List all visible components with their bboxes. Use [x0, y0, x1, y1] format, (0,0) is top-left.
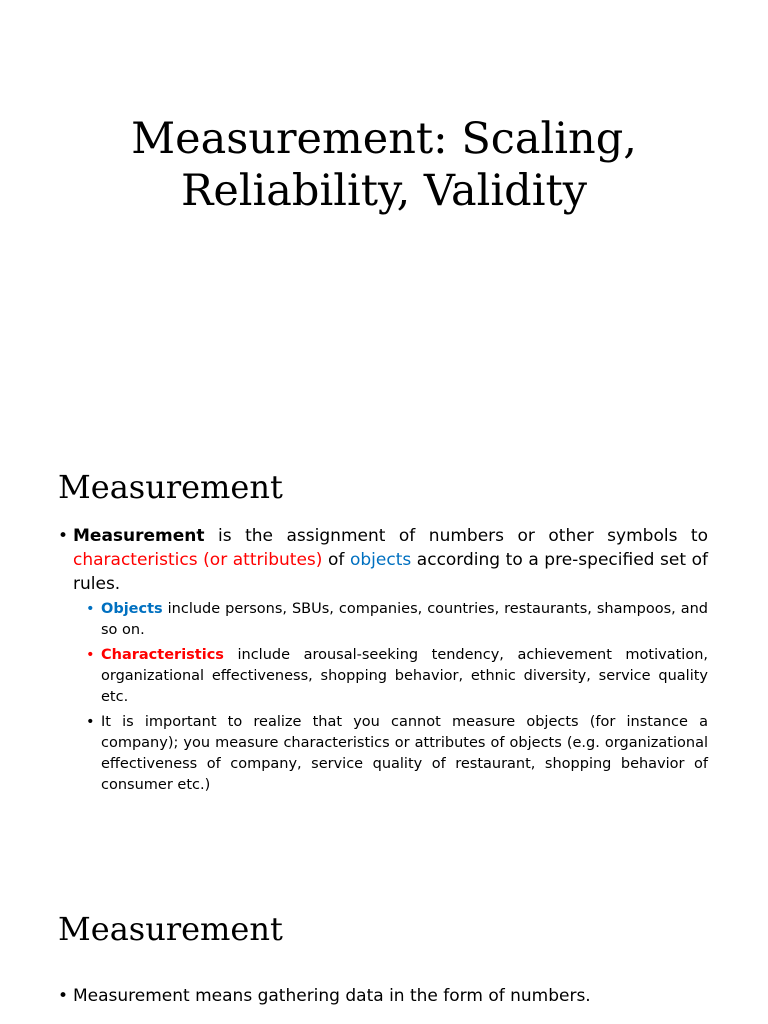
sub-bullet-text: include arousal-seeking tendency, achievement motivation, organizational effectiveness, shopping behavior, ethnic diversity, service quality etc. [101, 647, 708, 705]
bullet-text: of [322, 550, 350, 570]
definition-bullet [58, 524, 708, 596]
sub-bullet-objects [86, 599, 708, 641]
bullet-text: according to a pre-specified set of rules. [73, 550, 708, 594]
measurement-data-slide [0, 864, 768, 1024]
title-line-2: Reliability, Validity [180, 166, 588, 216]
sub-bullet-text: It is important to realize that you cannot measure objects (for instance a company); you measure characteristics or attributes of objects (e.g. organizational effectiveness of company, service quality of restaurant, shopping behavior of consumer etc.) [101, 714, 708, 793]
sub-bullet-term: Characteristics [101, 647, 224, 663]
data-bullet: • Measurement means gathering data in the form of numbers. [58, 984, 708, 1008]
sub-bullet-term: Objects [101, 601, 163, 617]
bullet-text: is the assignment of numbers or other symbols to [204, 526, 708, 546]
title-line-1: Measurement: Scaling, [131, 114, 637, 164]
slide-heading: Measurement [58, 910, 283, 948]
sub-bullet-characteristics [86, 645, 708, 708]
highlight-objects: objects [349, 550, 412, 570]
measurement-definition-slide [0, 432, 768, 864]
slide-heading: Measurement [58, 468, 283, 506]
presentation-title [0, 113, 768, 217]
bullet-term: Measurement [73, 526, 205, 546]
sub-bullet-text: include persons, SBUs, companies, countries, restaurants, shampoos, and so on. [101, 601, 708, 638]
sub-bullet-note [86, 712, 708, 796]
title-slide [0, 0, 768, 432]
highlight-characteristics: characteristics (or attributes) [73, 550, 323, 570]
sub-bullet-list [86, 599, 708, 800]
